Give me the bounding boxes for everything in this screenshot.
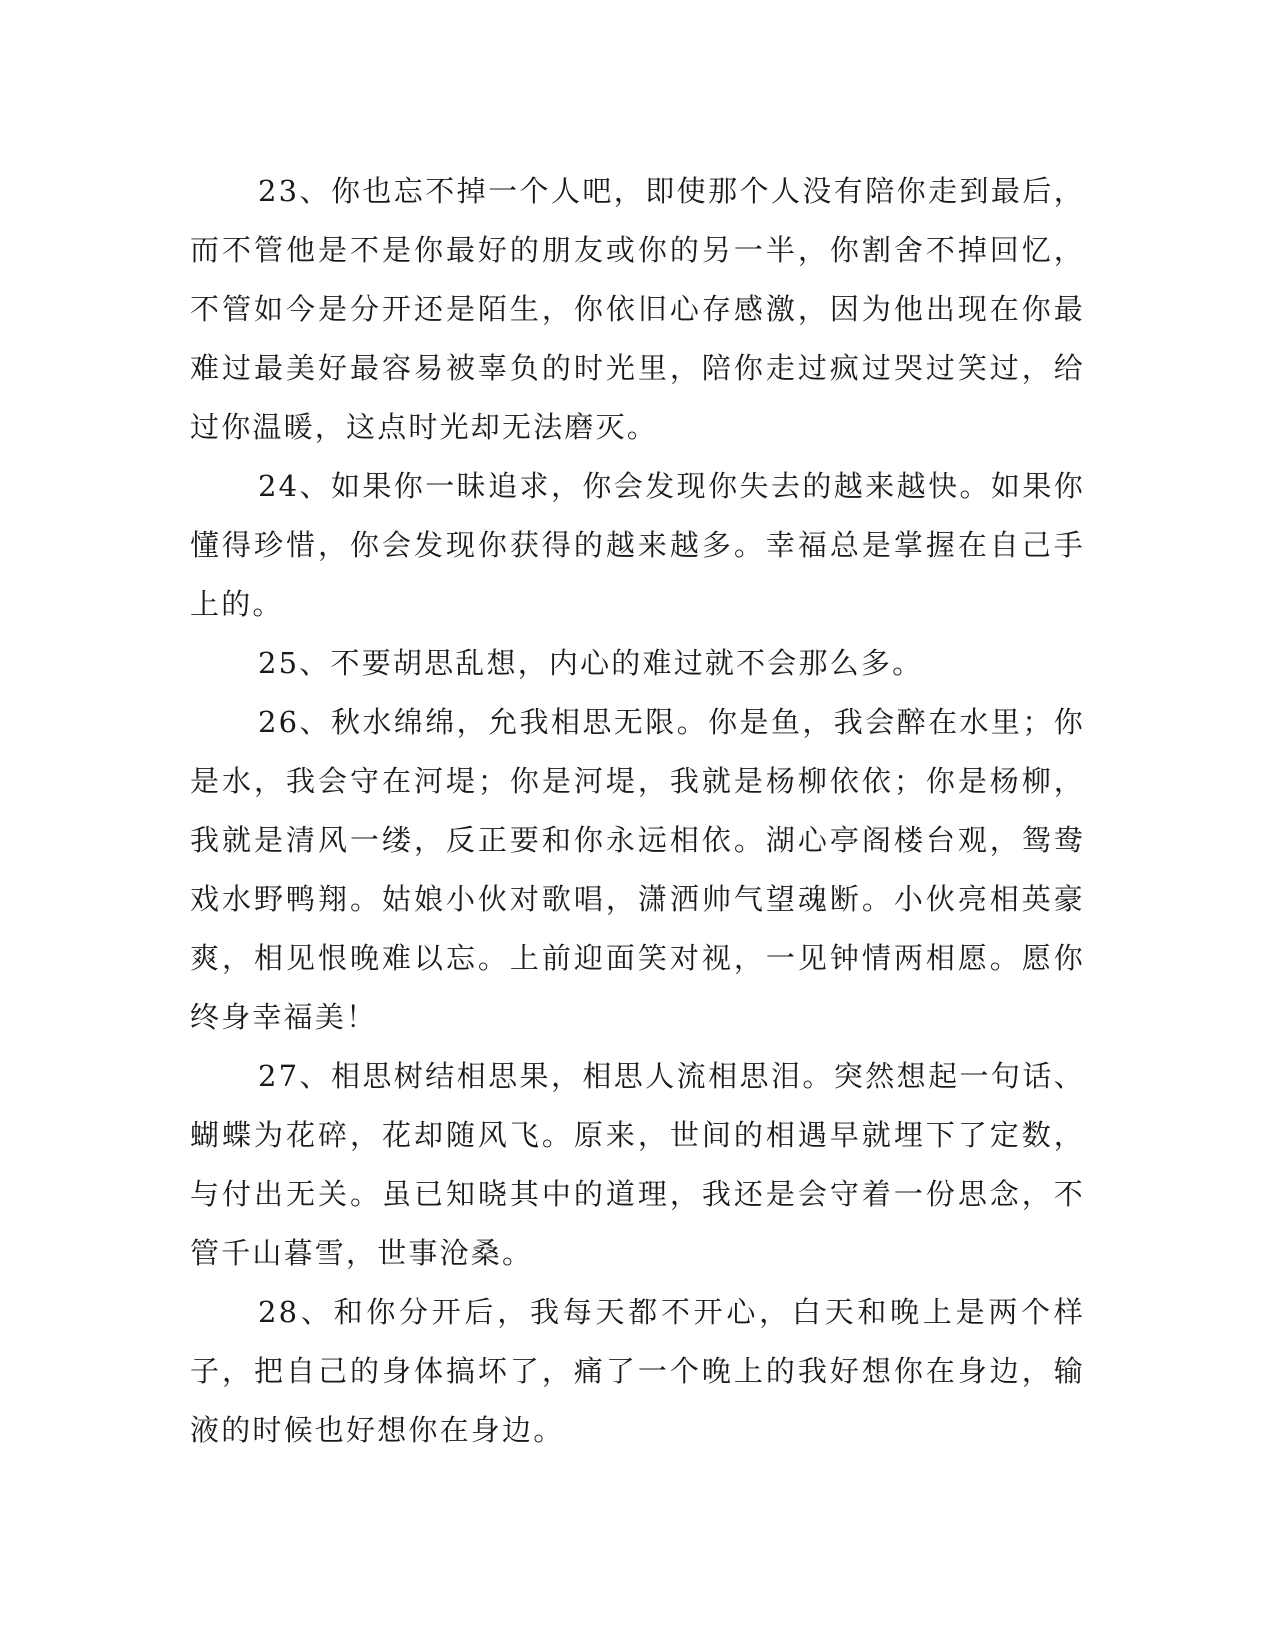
- paragraph-26: 26、秋水绵绵，允我相思无限。你是鱼，我会醉在水里；你是水，我会守在河堤；你是河堤，我就是杨柳依依；你是杨柳，我就是清风一缕，反正要和你永远相依。湖心亭阁楼台观，鸳鸯戏水野鸭翔。姑娘小伙对歌唱，潇洒帅气望魂断。小伙亮相英豪爽，相见恨晚难以忘。上前迎面笑对视，一见钟情两相愿。愿你终身幸福美！: [190, 705, 1085, 1034]
- document-body: [190, 162, 1085, 1460]
- paragraph-28: 28、和你分开后，我每天都不开心，白天和晚上是两个样子，把自己的身体搞坏了，痛了一个晚上的我好想你在身边，输液的时候也好想你在身边。: [190, 1295, 1085, 1447]
- paragraph-25: 25、不要胡思乱想，内心的难过就不会那么多。: [258, 646, 924, 680]
- paragraph-27: 27、相思树结相思果，相思人流相思泪。突然想起一句话、蝴蝶为花碎，花却随风飞。原来，世间的相遇早就埋下了定数，与付出无关。虽已知晓其中的道理，我还是会守着一份思念，不管千山暮雪，世事沧桑。: [190, 1059, 1085, 1270]
- paragraph-24: 24、如果你一昧追求，你会发现你失去的越来越快。如果你懂得珍惜，你会发现你获得的越来越多。幸福总是掌握在自己手上的。: [190, 469, 1085, 621]
- paragraph-23: 23、你也忘不掉一个人吧，即使那个人没有陪你走到最后，而不管他是不是你最好的朋友或你的另一半，你割舍不掉回忆，不管如今是分开还是陌生，你依旧心存感激，因为他出现在你最难过最美好最容易被辜负的时光里，陪你走过疯过哭过笑过，给过你温暖，这点时光却无法磨灭。: [190, 174, 1085, 444]
